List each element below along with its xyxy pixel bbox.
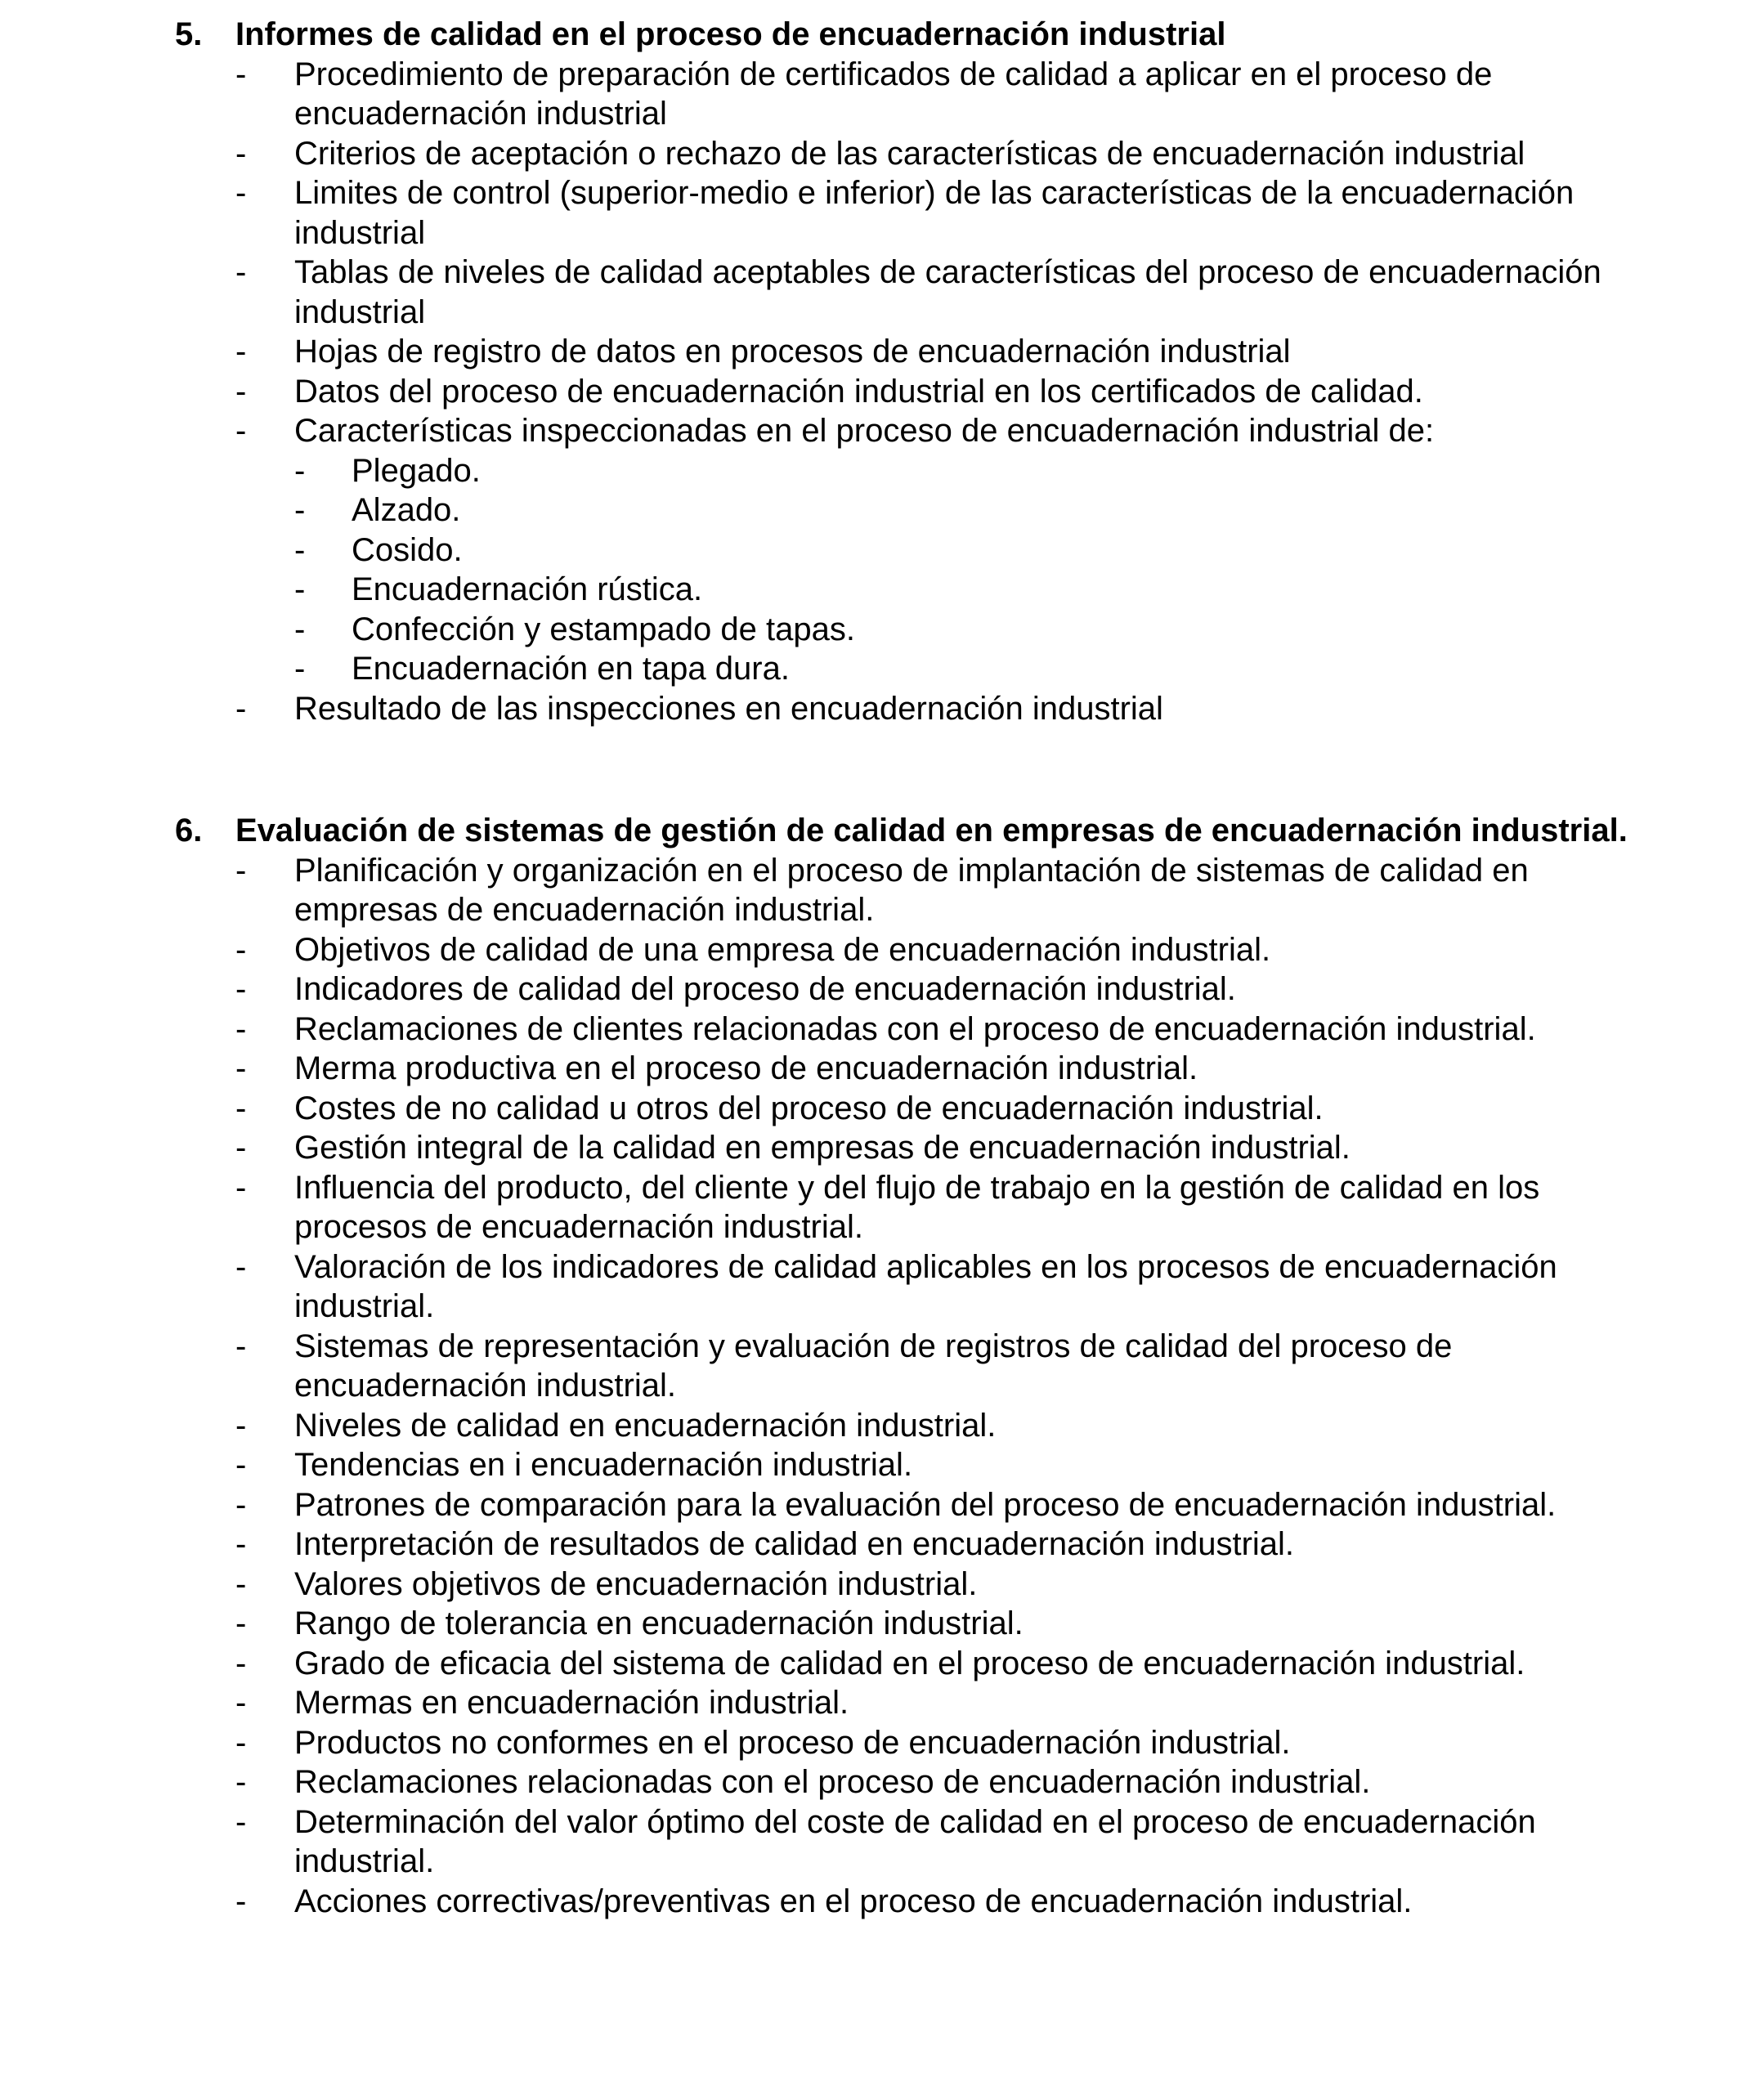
list-item <box>0 1089 1602 1129</box>
list-item <box>0 134 1602 174</box>
list-item <box>0 1723 1602 1763</box>
list-item <box>0 173 1602 253</box>
list-item-text: Objetivos de calidad de una empresa de encuadernación industrial. <box>294 931 1271 968</box>
nested-list-item-text: Encuadernación en tapa dura. <box>352 651 790 687</box>
nested-list-item-text: Encuadernación rústica. <box>352 571 703 607</box>
bullet-dash: - <box>235 1565 247 1602</box>
bullet-dash: - <box>235 334 247 369</box>
list-item-text: Características inspeccionadas en el proceso de encuadernación industrial de: <box>294 413 1435 449</box>
nested-list-item-text: Cosido. <box>352 531 463 568</box>
bullet-dash: - <box>235 1803 247 1840</box>
list-item <box>0 1802 1602 1882</box>
bullet-dash: - <box>294 452 306 489</box>
bullet-dash: - <box>235 1883 247 1919</box>
list-item <box>0 1247 1602 1327</box>
list-item <box>0 969 1602 1010</box>
bullet-dash: - <box>235 373 247 410</box>
nested-list-item-text: Alzado. <box>352 492 461 528</box>
section-heading <box>0 811 1642 851</box>
section-title: Evaluación de sistemas de gestión de calidad en empresas de encuadernación industrial. <box>235 813 1628 849</box>
nested-list-item <box>0 531 1635 571</box>
nested-list-item <box>0 451 1635 491</box>
bullet-dash: - <box>235 1169 247 1206</box>
bullet-dash: - <box>235 254 247 290</box>
section-number: 6. <box>175 813 203 849</box>
list-item <box>0 1683 1602 1723</box>
list-item <box>0 372 1602 412</box>
list-item-text: Mermas en encuadernación industrial. <box>294 1685 849 1721</box>
list-item <box>0 1525 1602 1565</box>
bullet-dash: - <box>235 971 247 1007</box>
list-item-text: Interpretación de resultados de calidad en encuadernación industrial. <box>294 1526 1295 1562</box>
list-item <box>0 1168 1602 1247</box>
list-item-text: Niveles de calidad en encuadernación industrial. <box>294 1407 997 1444</box>
list-item <box>0 851 1602 930</box>
bullet-dash: - <box>235 1407 247 1444</box>
bullet-dash: - <box>235 1130 247 1166</box>
list-item <box>0 1010 1602 1050</box>
bullet-dash: - <box>235 56 247 92</box>
section-number: 5. <box>175 16 203 52</box>
list-item-text: Limites de control (superior-medio e inferior) de las características de la encuadernación industrial <box>294 175 1575 251</box>
list-item-text: Reclamaciones de clientes relacionadas con el proceso de encuadernación industrial. <box>294 1010 1536 1047</box>
list-item <box>0 253 1602 332</box>
list-item-text: Resultado de las inspecciones en encuadernación industrial <box>294 690 1163 727</box>
bullet-dash: - <box>235 852 247 889</box>
list-item-text: Gestión integral de la calidad en empresas de encuadernación industrial. <box>294 1130 1351 1166</box>
list-item-text: Sistemas de representación y evaluación de registros de calidad del proceso de encuadernación industrial. <box>294 1328 1453 1404</box>
list-item-text: Datos del proceso de encuadernación industrial en los certificados de calidad. <box>294 373 1423 410</box>
bullet-dash: - <box>235 413 247 449</box>
list-item <box>0 1762 1602 1802</box>
list-item-text: Tablas de niveles de calidad aceptables de características del proceso de encuadernación industrial <box>294 254 1601 330</box>
bullet-dash: - <box>235 1724 247 1761</box>
nested-list-item-text: Confección y estampado de tapas. <box>352 611 855 647</box>
list-item <box>0 332 1602 372</box>
section-5 <box>0 15 1738 728</box>
bullet-dash: - <box>294 611 306 647</box>
list-item-text: Planificación y organización en el proceso de implantación de sistemas de calidad en empresas de encuadernación industrial. <box>294 852 1529 928</box>
list-item <box>0 1406 1602 1446</box>
list-item <box>0 1049 1602 1089</box>
list-item <box>0 1644 1602 1684</box>
bullet-dash: - <box>235 135 247 172</box>
bullet-dash: - <box>235 931 247 968</box>
list-item-text: Procedimiento de preparación de certificados de calidad a aplicar en el proceso de encuadernación industrial <box>294 56 1493 132</box>
bullet-dash: - <box>235 1248 247 1285</box>
section-heading <box>0 15 1642 55</box>
bullet-dash: - <box>294 531 306 568</box>
bullet-dash: - <box>235 1010 247 1047</box>
bullet-dash: - <box>235 1486 247 1523</box>
bullet-dash: - <box>235 1685 247 1721</box>
section-item-list <box>0 55 1738 729</box>
list-item-text: Grado de eficacia del sistema de calidad en el proceso de encuadernación industrial. <box>294 1645 1525 1681</box>
section-item-list <box>0 851 1738 1922</box>
bullet-dash: - <box>235 1645 247 1681</box>
bullet-dash: - <box>235 1764 247 1800</box>
list-item-text: Acciones correctivas/preventivas en el proceso de encuadernación industrial. <box>294 1883 1413 1919</box>
list-item <box>0 1327 1602 1406</box>
list-item <box>0 55 1602 134</box>
list-item-text: Patrones de comparación para la evaluación del proceso de encuadernación industrial. <box>294 1486 1557 1523</box>
list-item-text: Influencia del producto, del cliente y del flujo de trabajo en la gestión de calidad en los procesos de encuadernación industrial. <box>294 1169 1540 1245</box>
list-item <box>0 1565 1602 1605</box>
nested-list <box>0 451 1635 689</box>
bullet-dash: - <box>235 1605 247 1641</box>
list-item <box>0 1882 1602 1922</box>
nested-list-item-text: Plegado. <box>352 452 481 489</box>
nested-list-item <box>0 490 1635 531</box>
list-item-text: Valores objetivos de encuadernación industrial. <box>294 1565 978 1602</box>
list-item <box>0 930 1602 970</box>
list-item <box>0 411 1635 689</box>
bullet-dash: - <box>235 1447 247 1483</box>
section-6 <box>0 811 1738 1921</box>
bullet-dash: - <box>294 492 306 528</box>
bullet-dash: - <box>235 1050 247 1086</box>
nested-list-item <box>0 649 1635 689</box>
bullet-dash: - <box>294 651 306 687</box>
bullet-dash: - <box>235 690 247 727</box>
list-item <box>0 1485 1602 1525</box>
list-item-text: Rango de tolerancia en encuadernación industrial. <box>294 1605 1024 1641</box>
list-item <box>0 689 1602 729</box>
list-item <box>0 1604 1602 1644</box>
bullet-dash: - <box>235 1328 247 1364</box>
nested-list-item <box>0 610 1635 650</box>
bullet-dash: - <box>294 571 306 607</box>
list-item-text: Criterios de aceptación o rechazo de las características de encuadernación industrial <box>294 135 1525 172</box>
list-item <box>0 1128 1602 1168</box>
list-item-text: Hojas de registro de datos en procesos de encuadernación industrial <box>294 334 1291 369</box>
list-item-text: Determinación del valor óptimo del coste de calidad en el proceso de encuadernación industrial. <box>294 1803 1536 1879</box>
list-item-text: Valoración de los indicadores de calidad aplicables en los procesos de encuadernación industrial. <box>294 1248 1557 1324</box>
bullet-dash: - <box>235 175 247 211</box>
nested-list-item <box>0 570 1635 610</box>
list-item-text: Reclamaciones relacionadas con el proceso de encuadernación industrial. <box>294 1764 1371 1800</box>
list-item-text: Indicadores de calidad del proceso de encuadernación industrial. <box>294 971 1236 1007</box>
list-item-text: Productos no conformes en el proceso de encuadernación industrial. <box>294 1724 1291 1761</box>
section-title: Informes de calidad en el proceso de encuadernación industrial <box>235 16 1226 52</box>
list-item <box>0 1445 1602 1485</box>
bullet-dash: - <box>235 1526 247 1562</box>
list-item-text: Tendencias en i encuadernación industrial. <box>294 1447 913 1483</box>
bullet-dash: - <box>235 1090 247 1126</box>
list-item-text: Costes de no calidad u otros del proceso de encuadernación industrial. <box>294 1090 1324 1126</box>
list-item-text: Merma productiva en el proceso de encuadernación industrial. <box>294 1050 1198 1086</box>
